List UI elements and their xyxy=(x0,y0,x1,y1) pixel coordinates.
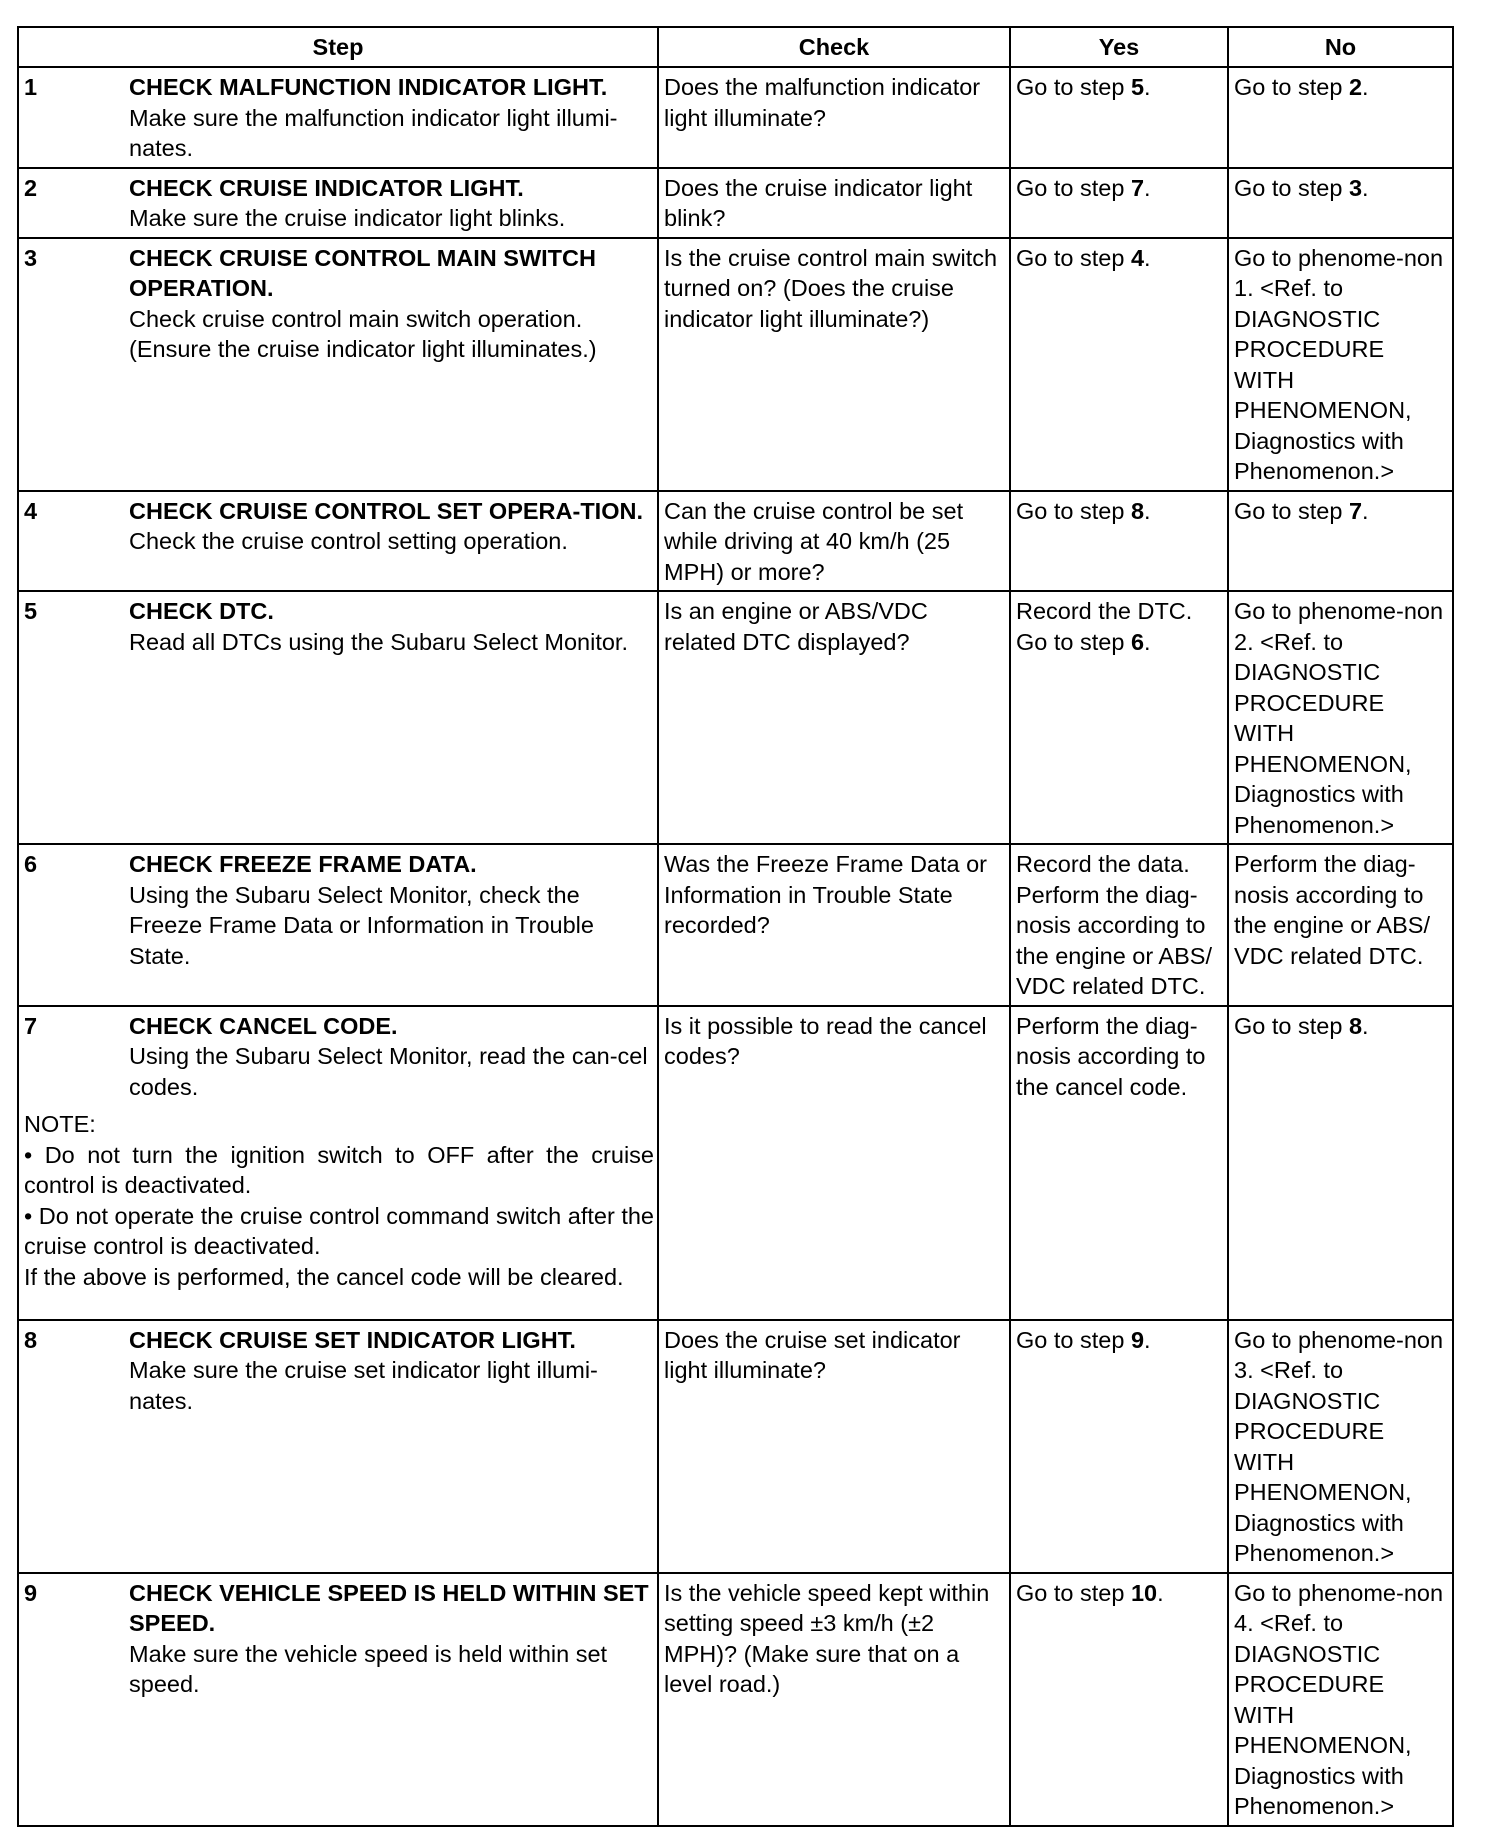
step-title: CHECK VEHICLE SPEED IS HELD WITHIN SET SPEED. xyxy=(129,1579,649,1636)
yes-step-ref: 10 xyxy=(1130,1579,1158,1606)
no-suffix: . xyxy=(1362,174,1369,201)
step-number: 7 xyxy=(24,1012,38,1039)
table-row xyxy=(18,1320,1453,1573)
diagnostic-procedure-table xyxy=(17,26,1454,1827)
yes-cell xyxy=(1010,591,1228,844)
no-suffix: . xyxy=(1362,74,1369,100)
no-cell xyxy=(1228,491,1453,592)
table-header-row xyxy=(18,27,1453,67)
step-description: Check the cruise control setting operation. xyxy=(129,528,568,554)
step-cell xyxy=(18,591,658,844)
no-cell: Go to phenome-non 3. <Ref. to DIAGNOSTIC PROCEDURE WITH PHENOMENON, Diagnostics with Phenomenon.> xyxy=(1228,1320,1453,1573)
step-number: 5 xyxy=(24,598,38,624)
no-prefix: Go to step xyxy=(1234,174,1349,201)
no-cell: Go to phenome-non 1. <Ref. to DIAGNOSTIC PROCEDURE WITH PHENOMENON, Diagnostics with Phenomenon.> xyxy=(1228,238,1453,491)
no-suffix: . xyxy=(1362,497,1369,524)
yes-cell: Perform the diag-nosis according to the cancel code. xyxy=(1010,1006,1228,1320)
yes-cell xyxy=(1010,1573,1228,1826)
step-number: 4 xyxy=(24,497,38,524)
header-check: Check xyxy=(658,27,1010,67)
step-title: CHECK CRUISE SET INDICATOR LIGHT. xyxy=(129,1326,576,1353)
yes-suffix: . xyxy=(1157,1579,1164,1606)
check-cell: Is the vehicle speed kept within setting speed ±3 km/h (±2 MPH)? (Make sure that on a level road.) xyxy=(658,1573,1010,1826)
check-cell: Is the cruise control main switch turned on? (Does the cruise indicator light illuminate?) xyxy=(658,238,1010,491)
step-cell xyxy=(18,1573,658,1826)
no-step-ref: 8 xyxy=(1348,1012,1363,1039)
note-label: NOTE: xyxy=(24,1111,96,1137)
table-row xyxy=(18,67,1453,168)
no-prefix: Go to step xyxy=(1234,1012,1349,1039)
table-row xyxy=(18,1573,1453,1826)
check-cell: Is it possible to read the cancel codes? xyxy=(658,1006,1010,1320)
check-cell: Does the cruise set indicator light illuminate? xyxy=(658,1320,1010,1573)
yes-prefix: Go to step xyxy=(1016,74,1131,100)
check-cell: Was the Freeze Frame Data or Information in Trouble State recorded? xyxy=(658,844,1010,1006)
no-cell: Go to phenome-non 4. <Ref. to DIAGNOSTIC PROCEDURE WITH PHENOMENON, Diagnostics with Phenomenon.> xyxy=(1228,1573,1453,1826)
step-number: 1 xyxy=(24,74,38,100)
yes-cell xyxy=(1010,168,1228,238)
no-suffix: . xyxy=(1362,1012,1369,1039)
yes-step-ref: 7 xyxy=(1130,174,1145,201)
no-cell: Go to phenome-non 2. <Ref. to DIAGNOSTIC PROCEDURE WITH PHENOMENON, Diagnostics with Phenomenon.> xyxy=(1228,591,1453,844)
no-prefix: Go to step xyxy=(1234,497,1349,524)
table-row xyxy=(18,1006,1453,1320)
table-row xyxy=(18,844,1453,1006)
yes-prefix: Go to step xyxy=(1016,497,1131,524)
yes-prefix: Go to step xyxy=(1016,244,1131,271)
step-cell xyxy=(18,168,658,238)
yes-cell xyxy=(1010,491,1228,592)
yes-prefix: Go to step xyxy=(1016,1579,1131,1606)
step-title: CHECK CRUISE INDICATOR LIGHT. xyxy=(129,174,524,201)
note-bullet: • Do not turn the ignition switch to OFF after the cruise control is deactivated. xyxy=(24,1141,654,1198)
step-number: 3 xyxy=(24,244,38,271)
header-no: No xyxy=(1228,27,1453,67)
no-cell xyxy=(1228,168,1453,238)
table-row xyxy=(18,168,1453,238)
step-title: CHECK CANCEL CODE. xyxy=(129,1012,398,1039)
no-step-ref: 2 xyxy=(1348,74,1363,100)
table-row xyxy=(18,591,1453,844)
note-bullet: • Do not operate the cruise control command switch after the cruise control is deactivated. xyxy=(24,1202,654,1259)
yes-cell: Record the data. Perform the diag-nosis according to the engine or ABS/ VDC related DTC. xyxy=(1010,844,1228,1006)
yes-prefix: Go to step xyxy=(1016,1326,1131,1353)
no-step-ref: 7 xyxy=(1348,497,1363,524)
step-cell xyxy=(18,844,658,1006)
step-title: CHECK FREEZE FRAME DATA. xyxy=(129,851,477,877)
no-cell xyxy=(1228,67,1453,168)
step-number: 8 xyxy=(24,1326,38,1353)
step-description: Read all DTCs using the Subaru Select Monitor. xyxy=(129,628,628,655)
table-row xyxy=(18,491,1453,592)
step-title: CHECK MALFUNCTION INDICATOR LIGHT. xyxy=(129,74,608,100)
yes-suffix: . xyxy=(1144,1326,1151,1353)
yes-suffix: . xyxy=(1144,74,1151,100)
step-cell xyxy=(18,1320,658,1573)
note-conclusion: If the above is performed, the cancel code will be cleared. xyxy=(24,1263,624,1290)
yes-record: Record the DTC. xyxy=(1016,598,1193,624)
yes-step-ref: 9 xyxy=(1130,1326,1145,1353)
check-cell: Is an engine or ABS/VDC related DTC displayed? xyxy=(658,591,1010,844)
step-cell xyxy=(18,491,658,592)
no-cell xyxy=(1228,1006,1453,1320)
step-title: CHECK CRUISE CONTROL SET OPERA-TION. xyxy=(129,497,643,524)
check-cell: Does the malfunction indicator light illuminate? xyxy=(658,67,1010,168)
no-prefix: Go to step xyxy=(1234,74,1349,100)
yes-suffix: . xyxy=(1144,244,1151,271)
yes-prefix: Go to step xyxy=(1016,174,1131,201)
step-description: Check cruise control main switch operation. (Ensure the cruise indicator light illuminates.) xyxy=(129,305,597,362)
yes-cell xyxy=(1010,1320,1228,1573)
step-number: 6 xyxy=(24,851,38,877)
no-cell: Perform the diag-nosis according to the engine or ABS/ VDC related DTC. xyxy=(1228,844,1453,1006)
yes-step-ref: 8 xyxy=(1130,497,1145,524)
step-number: 9 xyxy=(24,1579,38,1606)
yes-step-ref: 5 xyxy=(1130,74,1145,100)
no-step-ref: 3 xyxy=(1348,174,1363,201)
step-title: CHECK CRUISE CONTROL MAIN SWITCH OPERATION. xyxy=(129,244,596,301)
step-description: Make sure the malfunction indicator light illumi-nates. xyxy=(129,104,618,161)
yes-suffix: . xyxy=(1144,497,1151,524)
step-cell xyxy=(18,1006,658,1320)
step-cell xyxy=(18,67,658,168)
table-row xyxy=(18,238,1453,491)
yes-suffix: . xyxy=(1144,174,1151,201)
step-description: Make sure the vehicle speed is held within set speed. xyxy=(129,1640,608,1697)
yes-cell xyxy=(1010,67,1228,168)
yes-step-ref: 4 xyxy=(1130,244,1145,271)
step-cell xyxy=(18,238,658,491)
yes-suffix: . xyxy=(1144,628,1151,655)
step-description: Using the Subaru Select Monitor, read the can-cel codes. xyxy=(129,1043,648,1100)
yes-cell xyxy=(1010,238,1228,491)
step-title: CHECK DTC. xyxy=(129,598,274,624)
header-yes: Yes xyxy=(1010,27,1228,67)
step-number: 2 xyxy=(24,174,38,201)
step-description: Make sure the cruise set indicator light illumi-nates. xyxy=(129,1357,598,1414)
step-description: Make sure the cruise indicator light blinks. xyxy=(129,205,566,231)
yes-prefix: Go to step xyxy=(1016,628,1131,655)
check-cell: Can the cruise control be set while driving at 40 km/h (25 MPH) or more? xyxy=(658,491,1010,592)
yes-step-ref: 6 xyxy=(1130,628,1145,655)
check-cell: Does the cruise indicator light blink? xyxy=(658,168,1010,238)
step-description: Using the Subaru Select Monitor, check the Freeze Frame Data or Information in Trouble State. xyxy=(129,881,594,969)
header-step: Step xyxy=(18,27,658,67)
